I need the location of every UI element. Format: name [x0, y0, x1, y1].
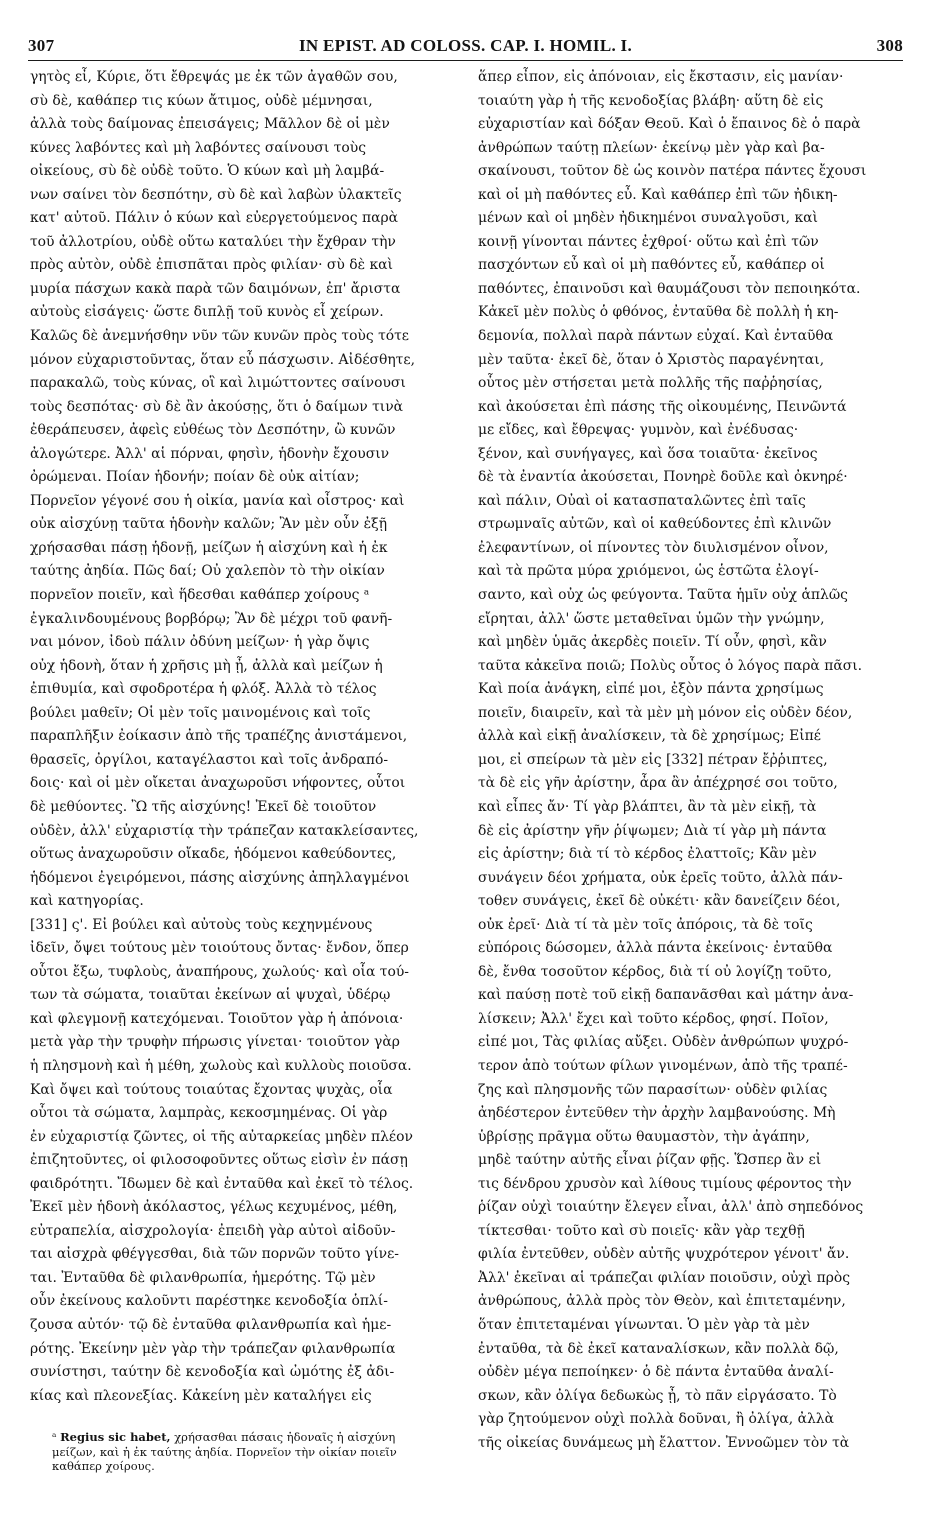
- text-line: ὑβρίσῃς πρᾶγμα οὕτω θαυμαστὸν, τὴν ἀγάπην,: [478, 1128, 810, 1145]
- text-line: οὐδὲν μέγα πεποίηκεν· ὁ δὲ πάντα ἐνταῦθα ἀναλί-: [478, 1364, 834, 1381]
- text-line: καὶ ἀκούσεται ἐπὶ πάσης τῆς οἰκουμένης, Πεινῶντά: [478, 398, 847, 415]
- text-line: σκαίνουσι, τοῦτον δὲ ὡς κοινὸν πατέρα πάντες ἔχουσι: [478, 163, 867, 180]
- running-header: [28, 34, 903, 61]
- text-line: μυρία πάσχων κακὰ παρὰ τῶν δαιμόνων, ἐπ' ἄριστα: [30, 280, 401, 297]
- text-line: παραπλῆξιν ἐοίκασιν ἀπὸ τῆς τραπέζης ἀνιστάμενοι,: [30, 728, 408, 745]
- text-line: οὗτοι τὰ σώματα, λαμπρὰς, κεκοσμημένας. Οἱ γὰρ: [30, 1105, 388, 1122]
- text-line: ξένον, καὶ συνήγαγες, καὶ ὅσα τοιαῦτα· ἐκεῖνος: [478, 445, 818, 462]
- text-line: μόνον εὐχαριστοῦντας, ὅταν εὖ πάσχωσιν. Αἰδέσθητε,: [30, 351, 415, 368]
- text-line: Ἀλλ' ἐκεῖναι αἱ τράπεζαι φιλίαν ποιοῦσιν, οὐχὶ πρὸς: [478, 1269, 851, 1286]
- text-line: Ἐκεῖ μὲν ἡδονὴ ἀκόλαστος, γέλως κεχυμένος, μέθη,: [30, 1199, 398, 1216]
- text-line: καὶ παύσῃ ποτὲ τοῦ εἰκῇ δαπανᾶσθαι καὶ μάτην ἀνα-: [478, 987, 854, 1004]
- footnote-line: καθάπερ χοίρους.: [52, 1459, 155, 1474]
- text-line: σκων, κἂν ὀλίγα δεδωκὼς ᾖ, τὸ πᾶν εἰργάσατο. Τὸ: [478, 1387, 837, 1404]
- text-line: ὀρώμεναι. Ποίαν ἡδονήν; ποίαν δὲ οὐκ αἰτίαν;: [30, 469, 360, 486]
- text-line: ἰδεῖν, ὄψει τούτους μὲν τοιούτους ὄντας· ἔνδον, ὅπερ: [30, 940, 409, 957]
- text-line: ταῦτα κἀκεῖνα ποιῶ; Πολὺς οὗτος ὁ λόγος παρὰ πᾶσι.: [478, 657, 863, 674]
- text-line: οὐκ αἰσχύνῃ ταῦτα ἡδονὴν καλῶν; Ἂν μὲν οὖν ἐξῇ: [30, 516, 388, 533]
- text-line: ἡ πλησμονὴ καὶ ἡ μέθη, χωλοὺς καὶ κυλλοὺς ποιοῦσα.: [30, 1057, 412, 1074]
- text-line: φαιδρότητι. Ἴδωμεν δὲ καὶ ἐνταῦθα καὶ ἐκεῖ τὸ τέλος.: [30, 1175, 414, 1192]
- text-line: ἐν εὐχαριστίᾳ ζῶντες, οἱ τῆς αὐταρκείας μηδὲν πλέον: [30, 1128, 413, 1145]
- footnote-text: χρήσασθαι πάσαις ἡδοναῖς ἡ αἰσχύνη: [174, 1430, 396, 1444]
- footnote: [52, 1430, 452, 1474]
- text-line: δὲ εἰς ἀρίστην γῆν ῥίψωμεν; Διὰ τί γὰρ μὴ πάντα: [478, 822, 827, 839]
- left-text-column: [30, 66, 462, 1408]
- text-line: μένων καὶ οἱ μηδὲν ἠδικημένοι συναλγοῦσι, καὶ: [478, 210, 818, 227]
- text-line: οὐδὲν, ἀλλ' εὐχαριστίᾳ τὴν τράπεζαν κατακλείσαντες,: [30, 822, 419, 839]
- footnote-lead: Regius sic habet,: [60, 1430, 171, 1444]
- text-line: ἀλογώτερε. Ἀλλ' αἱ πόρναι, φησὶν, ἡδονὴν ἔχουσιν: [30, 445, 390, 462]
- text-line: οὖν ἐκείνους καλοῦντι παρέστηκε κενοδοξία ὁπλί-: [30, 1293, 388, 1310]
- footnote-line: [52, 1430, 452, 1445]
- text-line: στρωμναῖς αὐτῶν, καὶ οἱ καθεύδοντες ἐπὶ κλινῶν: [478, 516, 832, 533]
- footnote-line: μείζων, καὶ ἡ ἐκ ταύτης ἀηδία. Πορνεῖον τὴν οἰκίαν ποιεῖν: [52, 1444, 397, 1459]
- left-page-number: 307: [28, 36, 55, 55]
- text-line: αὐτοὺς εἰσάγεις· ὥστε διπλῇ τοῦ κυνὸς εἶ χείρων.: [30, 304, 384, 321]
- text-line: γητὸς εἶ, Κύριε, ὅτι ἔθρεψάς με ἐκ τῶν ἀγαθῶν σου,: [30, 69, 398, 85]
- text-line: καὶ οἱ μὴ παθόντες εὖ. Καὶ καθάπερ ἐπὶ τῶν ἠδικη-: [478, 186, 838, 203]
- text-line: λίσκειν; Ἀλλ' ἔχει καὶ τοῦτο κέρδος, φησί. Ποῖον,: [478, 1010, 829, 1027]
- text-line: Κἀκεῖ μὲν πολὺς ὁ φθόνος, ἐνταῦθα δὲ πολλὴ ἡ κη-: [478, 304, 839, 321]
- text-line: σαντο, καὶ οὐχ ὡς φεύγοντα. Ταῦτα ἡμῖν οὐχ ἁπλῶς: [478, 587, 848, 604]
- text-line: τερον ἀπὸ τούτων φίλων γινομένων, ἀπὸ τῆς τραπέ-: [478, 1057, 848, 1074]
- text-line: εἰπέ μοι, Τὰς φιλίας αὔξει. Οὐδὲν ἀνθρώπων ψυχρό-: [478, 1034, 849, 1051]
- text-line: κατ' αὐτοῦ. Πάλιν ὁ κύων καὶ εὐεργετούμενος παρὰ: [30, 210, 399, 227]
- text-line: ἅπερ εἶπον, εἰς ἀπόνοιαν, εἰς ἔκστασιν, εἰς μανίαν·: [478, 69, 844, 85]
- text-line: ταύτης ἀηδία. Πῶς δαί; Οὐ χαλεπὸν τὸ τὴν οἰκίαν: [30, 563, 385, 580]
- text-line: χρήσασθαι πάσῃ ἡδονῇ, μείζων ἡ αἰσχύνη καὶ ἡ ἐκ: [30, 539, 388, 556]
- text-line: ἡδόμενοι ἐγειρόμενοι, πάσης αἰσχύνης ἀπηλλαγμένοι: [30, 869, 410, 886]
- text-line: ται αἰσχρὰ φθέγγεσθαι, διὰ τῶν πορνῶν τοῦτο γίνε-: [30, 1246, 400, 1263]
- text-line: εἴρηται, ἀλλ' ὥστε μεταθεῖναι ὑμῶν τὴν γνώμην,: [478, 610, 825, 627]
- text-line: τοὺς δεσπότας· σὺ δὲ ἂν ἀκούσῃς, ὅτι ὁ δαίμων τινὰ: [30, 398, 404, 415]
- text-line: ἐνταῦθα, τὰ δὲ ἐκεῖ καταναλίσκων, κἂν πολλὰ δῷ,: [478, 1340, 839, 1357]
- text-line: νων σαίνει τὸν δεσπότην, σὺ δὲ καὶ λαβὼν ὑλακτεῖς: [30, 186, 402, 203]
- running-title: IN EPIST. AD COLOSS. CAP. I. HOMIL. I.: [298, 36, 633, 55]
- text-line: δὲ τὰ ἐναντία ἀκούσεται, Πονηρὲ δοῦλε καὶ ὀκνηρέ·: [478, 469, 848, 486]
- text-line: ἀηδέστερον ἐντεῦθεν τὴν ἀρχὴν λαμβανούσης. Μὴ: [478, 1105, 836, 1122]
- text-line: ζης καὶ πλησμονῆς τῶν παρασίτων· οὐδὲν φιλίας: [478, 1081, 828, 1098]
- right-page-number: 308: [876, 36, 903, 55]
- text-line: ἀλλὰ καὶ εἰκῇ ἀναλίσκειν, τὰ δὲ χρησίμως; Εἰπέ: [478, 728, 821, 745]
- text-line: βούλει μαθεῖν; Οἱ μὲν τοῖς μαινομένοις καὶ τοῖς: [30, 704, 371, 721]
- text-line: κίας καὶ πλεονεξίας. Κἀκείνη μὲν καταλήγει εἰς: [30, 1387, 372, 1404]
- text-line: ἐλεφαντίνων, οἱ πίνοντες τὸν διυλισμένον οἶνον,: [478, 539, 829, 556]
- text-line: ζουσα αὐτόν· τῷ δὲ ἐνταῦθα φιλανθρωπία καὶ ἡμε-: [30, 1316, 392, 1333]
- text-line: τοθεν συνάγεις, ἐκεῖ δὲ οὐκέτι· κἂν δανείζειν δέοι,: [478, 893, 841, 910]
- text-line: πασχόντων εὖ καὶ οἱ μὴ παθόντες εὖ, καθάπερ οἱ: [478, 257, 825, 274]
- text-line: καὶ φλεγμονῇ κατεχόμεναι. Τοιοῦτον γὰρ ἡ ἀπόνοια·: [30, 1010, 404, 1027]
- text-line: φιλία ἐντεῦθεν, οὐδὲν αὐτῆς ψυχρότερον γένοιτ' ἄν.: [478, 1246, 850, 1263]
- text-line: δὲ, ἔνθα τοσοῦτον κέρδος, διὰ τί οὐ λογίζῃ τοῦτο,: [478, 963, 832, 980]
- text-line: καὶ πάλιν, Οὐαὶ οἱ κατασπαταλῶντες ἐπὶ ταῖς: [478, 492, 806, 509]
- text-line: τις δένδρου χρυσὸν καὶ λίθους τιμίους φέροντος τὴν: [478, 1175, 852, 1192]
- text-line: ὅταν ἐπιτεταμέναι γίνωνται. Ὁ μὲν γὰρ τὰ μὲν: [478, 1316, 810, 1333]
- footnote-mark: ᵃ: [52, 1430, 57, 1444]
- text-line: κύνες λαβόντες καὶ μὴ λαβόντες σαίνουσι τοὺς: [30, 139, 367, 156]
- text-line: δὲ μεθύοντες. Ὢ τῆς αἰσχύνης! Ἐκεῖ δὲ τοιοῦτον: [30, 798, 377, 815]
- text-line: οὐκ ἐρεῖ· Διὰ τί τὰ μὲν τοῖς ἀπόροις, τὰ δὲ τοῖς: [478, 916, 813, 933]
- text-line: τοιαύτη γὰρ ἡ τῆς κενοδοξίας βλάβη· αὕτη δὲ εἰς: [478, 92, 824, 109]
- text-line: εὐτραπελία, αἰσχρολογία· ἐπειδὴ γὰρ αὐτοὶ αἰδοῦν-: [30, 1222, 396, 1239]
- text-line: εἰς ἀρίστην; διὰ τί τὸ κέρδος ἐλαττοῖς; Κἂν μὲν: [478, 846, 817, 863]
- text-line: ναι μόνον, ἰδοὺ πάλιν ὀδύνη μείζων· ἡ γὰρ ὄψις: [30, 634, 370, 651]
- text-line: συνίστησι, ταύτην δὲ κενοδοξία καὶ ὠμότης ἐξ ἀδι-: [30, 1364, 395, 1381]
- text-line: τοῦ ἀλλοτρίου, οὐδὲ οὕτω καταλύει τὴν ἔχθραν τὴν: [30, 233, 396, 250]
- text-line: καὶ εἶπες ἄν· Τί γὰρ βλάπτει, ἂν τὰ μὲν εἰκῇ, τὰ: [478, 798, 817, 815]
- text-line: ἐγκαλινδουμένους βορβόρῳ; Ἂν δὲ μέχρι τοῦ φανῆ-: [30, 610, 393, 627]
- text-line: εὐπόροις δώσομεν, ἀλλὰ πάντα ἐκείνοις· ἐνταῦθα: [478, 940, 833, 957]
- text-line: καὶ τὰ πρῶτα μύρα χριόμενοι, ὡς ἑστῶτα ἐλογί-: [478, 563, 819, 580]
- text-line: ται. Ἐνταῦθα δὲ φιλανθρωπία, ἡμερότης. Τῷ μὲν: [30, 1269, 376, 1286]
- text-line: γὰρ ζητούμενον οὐχὶ πολλὰ δοῦναι, ἢ ὀλίγα, ἀλλὰ: [478, 1411, 834, 1428]
- text-line: τὰ δὲ εἰς γῆν ἀρίστην, ἆρα ἂν ἀπέχρησέ σοι τοῦτο,: [478, 775, 838, 792]
- text-line: πορνεῖον ποιεῖν, καὶ ἥδεσθαι καθάπερ χοίρους ᵃ: [30, 587, 370, 604]
- text-line: θρασεῖς, ὀργίλοι, καταγέλαστοι καὶ τοῖς ἀνδραπό-: [30, 751, 389, 768]
- text-line: τίκτεσθαι· τοῦτο καὶ σὺ ποιεῖς· κἂν γὰρ τεχθῇ: [478, 1222, 805, 1239]
- text-line: ἀλλὰ τοὺς δαίμονας ἐπεισάγεις; Μᾶλλον δὲ οἱ μὲν: [30, 116, 390, 133]
- text-line: [331] ς'. Εἰ βούλει καὶ αὐτοὺς τοὺς κεχηνμένους: [30, 916, 373, 933]
- text-line: Καλῶς δὲ ἀνεμνήσθην νῦν τῶν κυνῶν πρὸς τοὺς τότε: [30, 328, 410, 345]
- text-line: οὕτως ἀναχωροῦσιν οἴκαδε, ἡδόμενοι καθεύδοντες,: [30, 846, 397, 863]
- text-line: οὗτος μὲν στήσεται μετὰ πολλῆς τῆς παῤῥησίας,: [478, 375, 823, 392]
- text-line: δοις· καὶ οἱ μὲν οἴκεται ἀναχωροῦσι νήφοντες, οὗτοι: [30, 775, 406, 792]
- text-line: μὲν ταῦτα· ἐκεῖ δὲ, ὅταν ὁ Χριστὸς παραγένηται,: [478, 351, 825, 368]
- text-line: μοι, εἰ σπείρων τὰ μὲν εἰς [332] πέτραν ἔῤῥιπτες,: [478, 751, 828, 768]
- text-line: μετὰ γὰρ τὴν τρυφὴν πήρωσις γίνεται· τοιοῦτον γὰρ: [30, 1034, 400, 1051]
- text-line: ἐθεράπευσεν, ἀφεὶς εὐθέως τὸν Δεσπότην, ὢ κυνῶν: [30, 422, 396, 439]
- text-line: συνάγειν δέοι χρήματα, οὐκ ἐρεῖς τοῦτο, ἀλλὰ πάν-: [478, 869, 843, 886]
- text-line: ρότης. Ἐκείνην μὲν γὰρ τὴν τράπεζαν φιλανθρωπία: [30, 1340, 396, 1357]
- text-line: παθόντες, ἐπαινοῦσι καὶ θαυμάζουσι τὸν πεποιηκότα.: [478, 280, 861, 297]
- text-line: με εἴδες, καὶ ἔθρεψας· γυμνὸν, καὶ ἐνέδυσας·: [478, 422, 799, 439]
- text-line: δεμονία, πολλαὶ παρὰ πάντων εὐχαί. Καὶ ἐνταῦθα: [478, 328, 834, 345]
- text-line: τῆς οἰκείας δυνάμεως μὴ ἔλαττον. Ἐννοῶμεν τὸν τὰ: [478, 1434, 850, 1451]
- text-line: Καὶ ὄψει καὶ τούτους τοιαύτας ἔχοντας ψυχὰς, οἷα: [30, 1081, 393, 1098]
- text-line: παρακαλῶ, τοὺς κύνας, οἳ καὶ λιμώττοντες σαίνουσι: [30, 375, 406, 392]
- text-line: οὐχ ἡδονὴ, ὅταν ἡ χρῆσις μὴ ᾖ, ἀλλὰ καὶ μείζων ἡ: [30, 657, 383, 674]
- text-line: Πορνεῖον γέγονέ σου ἡ οἰκία, μανία καὶ οἶστρος· καὶ: [30, 492, 405, 509]
- text-line: των τὰ σώματα, τοιαῦται ἐκείνων αἱ ψυχαὶ, ὑδέρῳ: [30, 987, 391, 1004]
- right-text-column: [478, 66, 898, 1455]
- text-line: ποιεῖν, διαιρεῖν, καὶ τὰ μὲν μὴ μόνον εἰς οὐδὲν δέον,: [478, 704, 853, 721]
- text-line: ἀνθρώπους, ἀλλὰ πρὸς τὸν Θεὸν, καὶ ἐπιτεταμένην,: [478, 1293, 846, 1310]
- text-line: οὗτοι ἔξω, τυφλοὺς, ἀναπήρους, χωλούς· καὶ οἷα τού-: [30, 963, 409, 980]
- text-line: Καὶ ποία ἀνάγκη, εἰπέ μοι, ἐξὸν πάντα χρησίμως: [478, 681, 824, 698]
- text-line: μηδὲ ταύτην αὐτῆς εἶναι ῥίζαν φῇς. Ὥσπερ ἂν εἰ: [478, 1152, 822, 1169]
- text-line: ἀνθρώπων ταύτῃ πλείων· ἐκείνῳ μὲν γὰρ καὶ βα-: [478, 139, 825, 156]
- text-line: ἐπιθυμία, καὶ σφοδροτέρα ἡ φλόξ. Ἀλλὰ τὸ τέλος: [30, 681, 377, 698]
- text-line: ἐπιζητοῦντες, οἱ φιλοσοφοῦντες οὕτως εἰσὶν ἐν πάσῃ: [30, 1152, 408, 1169]
- text-line: εὐχαριστίαν καὶ δόξαν Θεοῦ. Καὶ ὁ ἔπαινος δὲ ὁ παρὰ: [478, 116, 861, 133]
- text-line: πρὸς αὐτὸν, οὐδὲ ἐπισπᾶται πρὸς φιλίαν· σὺ δὲ καὶ: [30, 257, 394, 274]
- text-line: καὶ κατηγορίας.: [30, 893, 144, 910]
- text-line: κοινῇ γίνονται πάντες ἐχθροί· οὕτω καὶ ἐπὶ τῶν: [478, 233, 819, 250]
- text-line: οἰκείους, σὺ δὲ οὐδὲ τοῦτο. Ὁ κύων καὶ μὴ λαμβά-: [30, 163, 385, 180]
- text-line: σὺ δὲ, καθάπερ τις κύων ἄτιμος, οὐδὲ μέμνησαι,: [30, 92, 373, 109]
- text-line: καὶ μηδὲν ὑμᾶς ἀκερδὲς ποιεῖν. Τί οὖν, φησὶ, κἂν: [478, 634, 827, 651]
- text-line: ῥίζαν οὐχὶ τοιαύτην ἔλεγεν εἶναι, ἀλλ' ἀπὸ σηπεδόνος: [478, 1199, 864, 1216]
